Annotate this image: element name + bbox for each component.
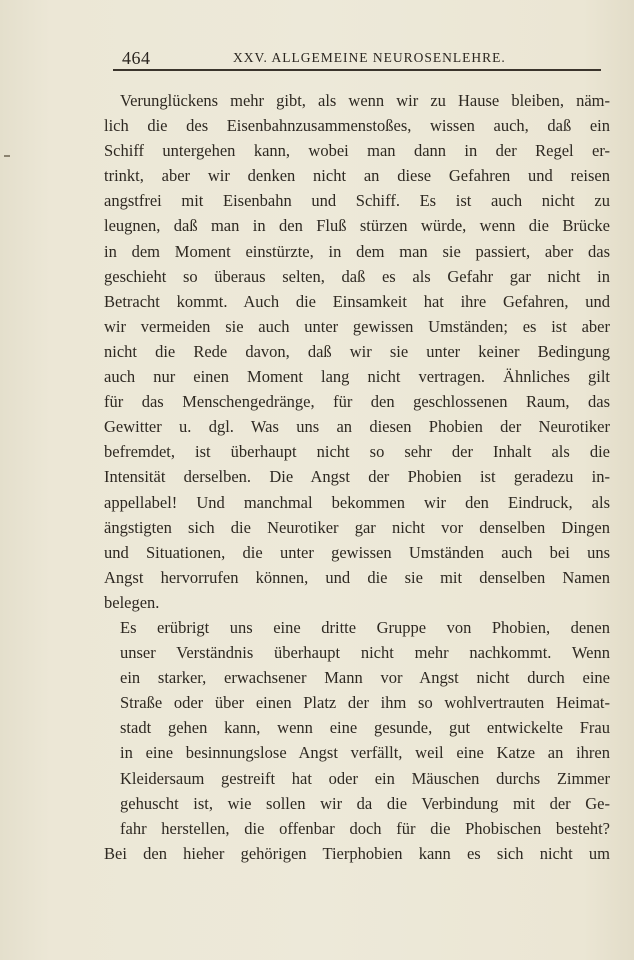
page-number: 464 xyxy=(122,48,151,68)
text-line: in dem Moment einstürzte, in dem man sie passiert, aber das xyxy=(104,241,610,261)
text-line: appellabel! Und manchmal bekommen wir den Eindruck, als xyxy=(104,492,610,512)
text-line: und Situationen, die unter gewissen Umständen auch bei uns xyxy=(104,542,610,562)
text-line: in eine besinnungslose Angst verfällt, weil eine Katze an ihren xyxy=(120,743,610,763)
text-line: Es erübrigt uns eine dritte Gruppe von Phobien, denen xyxy=(120,617,610,637)
text-line: Straße oder über einen Platz der ihm so wohlvertrauten Heimat- xyxy=(120,693,610,713)
text-line: Kleidersaum gestreift hat oder ein Mäuschen durchs Zimmer xyxy=(120,768,610,788)
text-line: Betracht kommt. Auch die Einsamkeit hat ihre Gefahren, und xyxy=(104,291,610,311)
text-line: gehuscht ist, wie sollen wir da die Verbindung mit der Ge- xyxy=(120,793,610,813)
text-line: lich die des Eisenbahnzusammenstoßes, wissen auch, daß ein xyxy=(104,116,610,136)
text-line: stadt gehen kann, wenn eine gesunde, gut entwickelte Frau xyxy=(120,718,610,738)
text-line: fahr herstellen, die offenbar doch für die Phobischen besteht? xyxy=(120,818,610,838)
text-line: Bei den hieher gehörigen Tierphobien kann es sich nicht um xyxy=(104,843,610,863)
text-line: belegen. xyxy=(104,592,160,612)
text-line: für das Menschengedränge, für den geschlossenen Raum, das xyxy=(104,392,610,412)
page-header xyxy=(117,46,600,68)
text-line: Intensität derselben. Die Angst der Phobien ist geradezu in- xyxy=(104,467,610,487)
text-line: ängstigten sich die Neurotiker gar nicht vor denselben Dingen xyxy=(104,517,610,537)
text-line: Angst hervorrufen können, und die sie mit denselben Namen xyxy=(104,567,610,587)
text-line: unser Verständnis überhaupt nicht mehr nachkommt. Wenn xyxy=(120,643,610,663)
text-line: leugnen, daß man in den Fluß stürzen würde, wenn die Brücke xyxy=(104,216,610,236)
text-line: trinkt, aber wir denken nicht an diese Gefahren und reisen xyxy=(104,166,610,186)
text-line: nicht die Rede davon, daß wir sie unter keiner Bedingung xyxy=(104,341,610,361)
text-line: Schiff untergehen kann, wobei man dann in der Regel er- xyxy=(104,141,610,161)
text-line: auch nur einen Moment lang nicht vertragen. Ähnliches gilt xyxy=(104,367,610,387)
body-text xyxy=(104,88,610,866)
header-rule xyxy=(113,69,601,71)
text-line: Verunglückens mehr gibt, als wenn wir zu Hause bleiben, näm- xyxy=(120,91,610,110)
running-head: XXV. ALLGEMEINE NEUROSENLEHRE. xyxy=(233,50,506,65)
text-line: geschieht so überaus selten, daß es als Gefahr gar nicht in xyxy=(104,266,610,286)
text-line: wir vermeiden sie auch unter gewissen Umständen; es ist aber xyxy=(104,316,610,336)
text-line: ein starker, erwachsener Mann vor Angst nicht durch eine xyxy=(120,668,610,688)
text-line: Gewitter u. dgl. Was uns an diesen Phobien der Neurotiker xyxy=(104,417,610,437)
text-line: befremdet, ist überhaupt nicht so sehr der Inhalt als die xyxy=(104,442,610,462)
text-line: angstfrei mit Eisenbahn und Schiff. Es ist auch nicht zu xyxy=(104,191,610,211)
margin-mark xyxy=(4,155,10,157)
